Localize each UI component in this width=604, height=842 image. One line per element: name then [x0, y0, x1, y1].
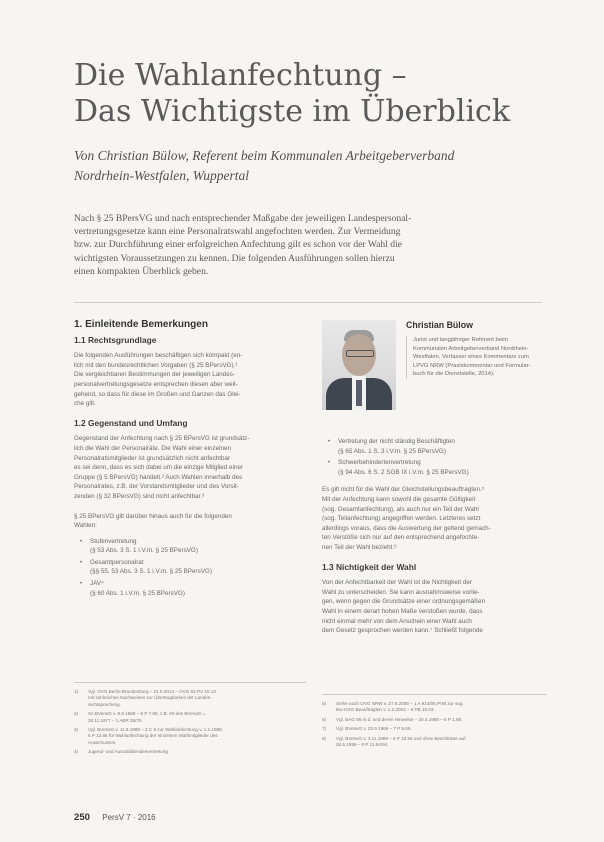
footnotes-right	[322, 694, 546, 751]
article-title	[74, 58, 554, 130]
text-line: Von der Anfechtbarkeit der Wahl ist die Nichtigkeit der	[322, 579, 472, 587]
text-line: gehend, so dass für diese im Großen und Ganzen das Glei-	[74, 390, 241, 398]
text-line: che gilt.	[74, 400, 96, 408]
text-line: Gruppe (§ 5 BPersVG) handelt.² Auch Wahlen innerhalb des	[74, 473, 243, 481]
footnote	[322, 726, 546, 732]
text-line: dem Gesetz gesprochen werden kann.⁷ Schließt folgende	[322, 627, 483, 635]
list-item-detail: (§ 60 Abs. 1 i.V.m. § 25 BPersVG)	[90, 589, 185, 597]
footnote	[322, 701, 546, 714]
text-line: Die vergleichbaren Bestimmungen der jeweiligen Landes-	[74, 371, 236, 379]
footnote-number: 3)	[74, 727, 79, 733]
text-line: es sei denn, dass es sich dabei um die einzige Mitglied einer	[74, 464, 244, 472]
footnote	[322, 717, 546, 723]
footnote-text	[336, 736, 465, 749]
footnote-text	[336, 726, 412, 732]
footnote	[74, 727, 306, 746]
text-line: So BVerwG v. 8.6.1988 – 6 P 7.86, z.B. 60 des BVerwG =	[88, 711, 206, 717]
text-line: Bw-GSG-Beauftragten v. 1.2.2004 – 6 PB 15.03.	[336, 707, 435, 713]
subsection-heading: 1.3 Nichtigkeit der Wahl	[322, 561, 417, 572]
footnote-number: 4)	[74, 749, 79, 755]
footnote-number: 5)	[322, 701, 327, 706]
text-line: (sog. Teilanfechtung) angegriffen werden. Letzteres setzt	[322, 515, 481, 523]
intro-line: vertretungsgesetze kann eine Personalratswahl angefochten werden. Zur Vermeidung	[74, 226, 401, 238]
page-number: 250	[74, 812, 91, 823]
text-line: nen Teil der Wahl bezieht.⁶	[322, 543, 397, 551]
list-item-title: • Gesamtpersonalrat	[90, 558, 144, 566]
text-line: Siehe auch OVG NRW v. 27.9.2008 – 1 A 914/06.PVB zur sog.	[336, 701, 464, 706]
text-line: LPVG NRW (Praxiskommentar und Formular-	[413, 362, 531, 369]
section-divider	[74, 302, 542, 303]
author-line-text: Von Christian Bülow, Referent beim Kommunalen Arbeitgeberverband	[74, 148, 455, 163]
text-line: Personalrates, z.B. der Vorstandsmitglieder und des Vorsit-	[74, 483, 239, 491]
text-line: 6 P 12.86 für Wahlanfechtung der einzelnen Wahlmitglieder des	[88, 733, 218, 739]
list-item-detail: (§ 53 Abs. 3 S. 1 i.V.m. § 25 BPersVG)	[90, 547, 198, 555]
text-line: Jurist und langjähriger Referent beim	[413, 337, 509, 343]
section-heading: 1. Einleitende Bemerkungen	[74, 319, 208, 330]
footnote-text	[88, 727, 223, 746]
title-line: Die Wahlanfechtung –	[74, 58, 407, 93]
text-line: Personalratsmitglieder ist grundsätzlich nicht anfechtbar	[74, 454, 231, 462]
text-line: Wahl zu unterscheiden. Sie kann ausnahmsweise vorlie-	[322, 588, 480, 596]
text-line: § 25 BPersVG gilt darüber hinaus auch für die folgenden	[74, 512, 232, 520]
footnote-number: 7)	[322, 726, 327, 732]
text-line: Mit der Anfechtung kann sowohl die gesamte Gültigkeit	[322, 495, 476, 503]
text-line: lich mit den bundesrechtlichen Vorgaben (§ 25 BPersVG).¹	[74, 361, 238, 369]
right-column	[322, 437, 546, 646]
list-item-title: • Vertretung der nicht ständig Beschäftigten	[338, 438, 455, 445]
footnote-text	[336, 717, 462, 723]
text-line: zenden (§ 32 BPersVG) sind nicht anfechtbar.³	[74, 492, 205, 500]
text-line: Vgl. OVG Berlin-Brandenburg – 21.8.2014 – OVG 62 PV 10.13	[88, 689, 216, 694]
page-footer	[74, 812, 156, 823]
list-item-title: • Stufenvertretung	[90, 537, 137, 545]
list-item-title: • Schwerbehindertenvertretung	[338, 459, 421, 467]
text-line: Die folgenden Ausführungen beschäftigen sich kompakt (en-	[74, 352, 243, 360]
footnotes-left	[74, 682, 306, 759]
paragraph	[322, 578, 546, 636]
text-line: lich die Wahl der Personalräte. Die Wahl einer einzelnen	[74, 444, 232, 452]
text-line: Es gilt nicht für die Wahl der Gleichstellungsbeauftragten.⁵	[322, 486, 485, 494]
text-line: Kommunalen Arbeitgeberverband Nordrhein-	[413, 345, 529, 352]
subsection-heading: 1.2 Gegenstand und Umfang	[74, 417, 188, 428]
list-item-detail: (§§ 55, 53 Abs. 3 S. 1 i.V.m. § 25 BPersVG)	[90, 568, 212, 576]
list-item	[338, 437, 546, 456]
subsection-heading: 1.1 Rechtsgrundlage	[74, 334, 157, 345]
text-line: 28.6.1995 – 6 P 11.94/94.	[336, 742, 389, 748]
list-item	[90, 537, 306, 556]
paragraph	[322, 485, 546, 552]
text-line: Westfalen. Verfasser eines Kommentars zum	[413, 354, 529, 361]
footnote-text	[88, 749, 168, 755]
text-line: (sog. Gesamtanfechtung), als auch nur ein Teil der Wahl	[322, 505, 479, 513]
author-line	[74, 146, 554, 186]
text-line: personalvertretungsgesetze entsprechen diesen aber weit-	[74, 380, 238, 388]
author-photo	[322, 320, 396, 410]
text-line: 28.11.1977 – 1 ABR 36/76.	[88, 717, 143, 723]
paragraph	[74, 351, 306, 409]
author-name: Christian Bülow	[406, 320, 473, 330]
text-line: Wahlen:	[74, 522, 97, 530]
text-line: rechtsprechung.	[88, 701, 121, 707]
text-line: nicht einmal mehr von dem Anschein einer Wahl auch	[322, 617, 472, 625]
intro-line: bzw. zur Durchführung einer erfolgreichen Anfechtung gilt es schon vor der Wahl die	[74, 239, 402, 251]
text-line: ten Verstöße sich nur auf den entsprechend angefochte-	[322, 534, 480, 542]
author-bio-text	[406, 336, 548, 379]
text-line: Vgl. BAG 86 m.d. und deren Hinweise – 20.4.1989 – 6 P 1.88.	[336, 716, 463, 722]
text-line: Vgl. BVerwG v. 11.8.1988 – 2 C 6 zur Wahlanfechtung v. 1.1.1988,	[88, 727, 223, 733]
footnote	[74, 711, 306, 724]
intro-line: Nach § 25 BPersVG und nach entsprechender Maßgabe der jeweiligen Landespersonal-	[74, 213, 412, 224]
list-item-title: • JAV⁴	[90, 580, 104, 588]
author-bio	[406, 320, 548, 379]
list-item	[338, 458, 546, 477]
text-line: Vgl. BVerwG v. 23.9.1966 – 7 P 5.65.	[336, 726, 412, 732]
paragraph	[74, 434, 306, 501]
text-line: Vgl. BVerwG v. 3.11.1989 – 6 P 18.92 und ohne Beschlüsse auf	[336, 735, 466, 741]
footnote	[74, 689, 306, 708]
title-line: Das Wichtigste im Überblick	[74, 94, 511, 129]
footnote	[74, 749, 306, 755]
intro-paragraph	[74, 212, 542, 278]
list-item	[90, 558, 306, 577]
footnote	[322, 736, 546, 749]
footnote-text	[88, 689, 216, 708]
text-line: allerdings voraus, dass die Auswertung der geltend gemach-	[322, 524, 491, 532]
text-line: Wahl in einem derart hohen Maße verstoßen wurde, dass	[322, 607, 483, 615]
paragraph	[74, 512, 306, 531]
list-item-detail: (§ 94 Abs. 6 S. 2 SGB IX i.V.m. § 25 BPersVG)	[338, 468, 469, 476]
footnote-text	[88, 711, 205, 724]
text-line: Gegenstand der Anfechtung nach § 25 BPersVG ist grundsätz-	[74, 435, 250, 443]
footnote-number: 8)	[322, 735, 327, 741]
bullet-list	[90, 537, 306, 599]
list-item	[90, 579, 306, 598]
text-line: gen, wenn gegen die Grundsätze einer ordnungsgemäßen	[322, 598, 486, 606]
bullet-list	[338, 437, 546, 477]
text-line: Ausschusses.	[88, 739, 117, 745]
list-item-detail: (§ 65 Abs. 1 S. 3 i.V.m. § 25 BPersVG)	[338, 447, 446, 455]
intro-line: wichtigsten Voraussetzungen zu kennen. Die folgenden Ausführungen sollen hierzu	[74, 252, 395, 264]
text-line: buch für die Dienststelle, 2014).	[413, 371, 495, 378]
intro-line: einen kompakten Überblick geben.	[74, 265, 209, 277]
footnote-text	[336, 701, 464, 714]
left-column	[74, 320, 306, 606]
text-line: Jugend- und Auszubildendenvertretung	[88, 749, 168, 755]
footnote-number: 6)	[322, 716, 327, 722]
footnote-number: 2)	[74, 711, 79, 717]
author-line-text: Nordrhein-Westfalen, Wuppertal	[74, 168, 249, 183]
text-line: mit zahlreichen Nachweisen zur Übertragbarkeit der Landes-	[88, 695, 212, 701]
issue-label: PersV 7 · 2016	[102, 813, 156, 822]
footnote-number: 1)	[74, 689, 79, 694]
